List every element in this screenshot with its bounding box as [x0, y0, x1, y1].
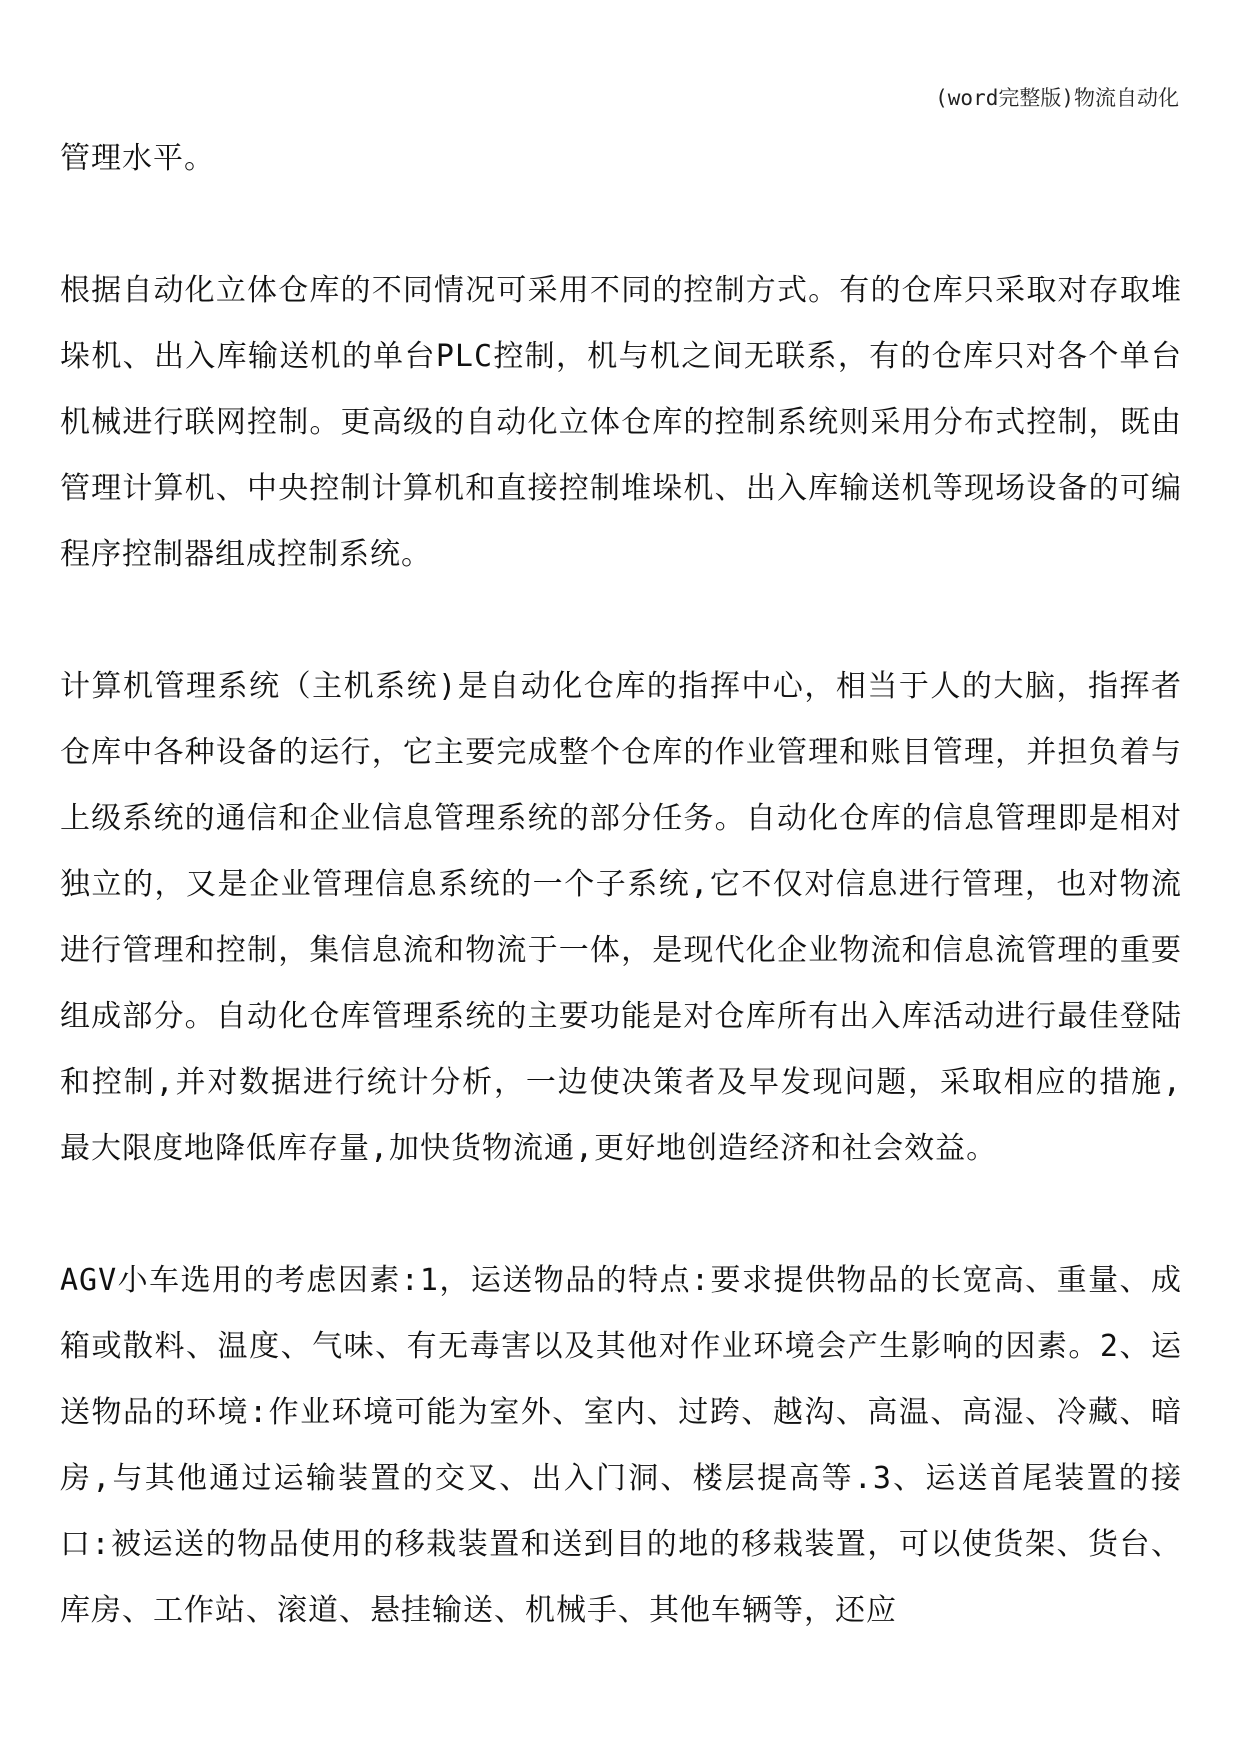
- paragraph-3: 计算机管理系统（主机系统)是自动化仓库的指挥中心，相当于人的大脑，指挥者仓库中各种设备的运行，它主要完成整个仓库的作业管理和账目管理，并担负着与上级系统的通信和企业信息管理系统的部分任务。自动化仓库的信息管理即是相对独立的，又是企业管理信息系统的一个子系统,它不仅对信息进行管理，也对物流进行管理和控制，集信息流和物流于一体，是现代化企业物流和信息流管理的重要组成部分。自动化仓库管理系统的主要功能是对仓库所有出入库活动进行最佳登陆和控制,并对数据进行统计分析，一边使决策者及早发现问题，采取相应的措施,最大限度地降低库存量,加快货物流通,更好地创造经济和社会效益。: [60, 669, 1182, 1166]
- paragraph-4: AGV小车选用的考虑因素:1，运送物品的特点:要求提供物品的长宽高、重量、成箱或散料、温度、气味、有无毒害以及其他对作业环境会产生影响的因素。2、运送物品的环境:作业环境可能为室外、室内、过跨、越沟、高温、高湿、冷藏、暗房,与其他通过运输装置的交叉、出入门洞、楼层提高等.3、运送首尾装置的接口:被运送的物品使用的移栽装置和送到目的地的移栽装置，可以使货架、货台、库房、工作站、滚道、悬挂输送、机械手、其他车辆等，还应: [60, 1263, 1182, 1628]
- paragraph-2: 根据自动化立体仓库的不同情况可采用不同的控制方式。有的仓库只采取对存取堆垛机、出入库输送机的单台PLC控制，机与机之间无联系，有的仓库只对各个单台机械进行联网控制。更高级的自动化立体仓库的控制系统则采用分布式控制，既由管理计算机、中央控制计算机和直接控制堆垛机、出入库输送机等现场设备的可编程序控制器组成控制系统。: [60, 273, 1182, 572]
- document-body: [60, 126, 1182, 1644]
- document-title: (word完整版)物流自动化: [935, 86, 1179, 110]
- page-header: [935, 88, 1179, 109]
- paragraph-1: 管理水平。: [60, 141, 215, 176]
